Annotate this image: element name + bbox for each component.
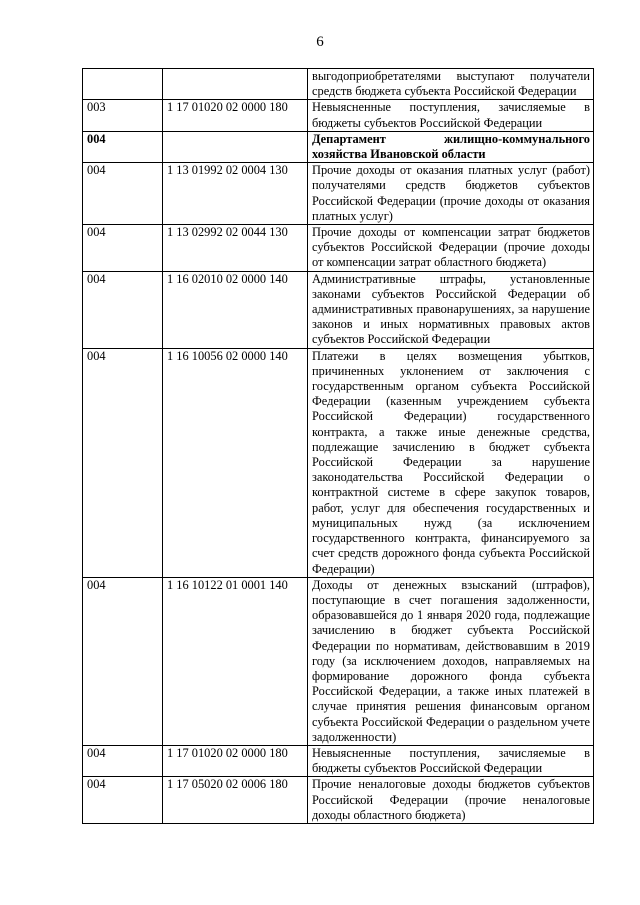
admin-code-cell: 004 — [83, 163, 163, 225]
budget-code-cell: 1 13 01992 02 0004 130 — [163, 163, 308, 225]
revenue-name-cell: Прочие доходы от оказания платных услуг (работ) получателями средств бюджетов субъектов Российской Федерации (прочие доходы от оказания платных услуг) — [308, 163, 594, 225]
table-row — [83, 577, 594, 745]
admin-code-cell: 003 — [83, 100, 163, 131]
admin-code-cell: 004 — [83, 577, 163, 745]
admin-code-cell: 004 — [83, 348, 163, 577]
revenue-codes-table — [82, 68, 594, 824]
budget-code-cell: 1 17 01020 02 0000 180 — [163, 100, 308, 131]
table-row — [83, 271, 594, 348]
revenue-name-cell: Прочие доходы от компенсации затрат бюджетов субъектов Российской Федерации (прочие доходы от компенсации затрат областного бюджета) — [308, 225, 594, 272]
table-row — [83, 777, 594, 824]
budget-code-cell: 1 16 10122 01 0001 140 — [163, 577, 308, 745]
revenue-name-cell: Доходы от денежных взысканий (штрафов), поступающие в счет погашения задолженности, образовавшейся до 1 января 2020 года, подлежащие зачислению в бюджет субъекта Российской Федерации по нормативам, действовавшим в 2019 году (за исключением доходов, направляемых на формирование дорожного фонда субъекта Российской Федерации, а также иных платежей в случае принятия решения финансовым органом субъекта Российской Федерации о раздельном учете задолженности) — [308, 577, 594, 745]
revenue-name-cell: Невыясненные поступления, зачисляемые в бюджеты субъектов Российской Федерации — [308, 100, 594, 131]
table-row — [83, 225, 594, 272]
budget-code-cell — [163, 131, 308, 162]
budget-code-cell: 1 17 05020 02 0006 180 — [163, 777, 308, 824]
table-row — [83, 100, 594, 131]
budget-code-cell: 1 16 10056 02 0000 140 — [163, 348, 308, 577]
department-name-cell: Департамент жилищно-коммунального хозяйства Ивановской области — [308, 131, 594, 162]
department-header-row — [83, 131, 594, 162]
page-number: 6 — [316, 34, 324, 50]
revenue-name-cell: Прочие неналоговые доходы бюджетов субъектов Российской Федерации (прочие неналоговые доходы областного бюджета) — [308, 777, 594, 824]
admin-code-cell — [83, 69, 163, 100]
table-row — [83, 163, 594, 225]
budget-code-cell — [163, 69, 308, 100]
table-row — [83, 745, 594, 776]
admin-code-cell: 004 — [83, 777, 163, 824]
table-row — [83, 69, 594, 100]
admin-code-cell: 004 — [83, 271, 163, 348]
admin-code-cell: 004 — [83, 225, 163, 272]
revenue-name-cell: выгодоприобретателями выступают получатели средств бюджета субъекта Российской Федерации — [308, 69, 594, 100]
table-row — [83, 348, 594, 577]
budget-code-cell: 1 16 02010 02 0000 140 — [163, 271, 308, 348]
admin-code-cell: 004 — [83, 131, 163, 162]
revenue-name-cell: Платежи в целях возмещения убытков, причиненных уклонением от заключения с государственным органом субъекта Российской Федерации (казенным учреждением субъекта Российской Федерации) государственного контракта, а также иные денежные средства, подлежащие зачислению в бюджет субъекта Российской Федерации за нарушение законодательства Российской Федерации о контрактной системе в сфере закупок товаров, работ, услуг для обеспечения государственных и муниципальных нужд (за исключением государственного контракта, финансируемого за счет средств дорожного фонда субъекта Российской Федерации) — [308, 348, 594, 577]
revenue-name-cell: Невыясненные поступления, зачисляемые в бюджеты субъектов Российской Федерации — [308, 745, 594, 776]
revenue-name-cell: Административные штрафы, установленные законами субъектов Российской Федерации об административных правонарушениях, за нарушение законов и иных нормативных правовых актов субъектов Российской Федерации — [308, 271, 594, 348]
budget-code-cell: 1 13 02992 02 0044 130 — [163, 225, 308, 272]
budget-code-cell: 1 17 01020 02 0000 180 — [163, 745, 308, 776]
admin-code-cell: 004 — [83, 745, 163, 776]
